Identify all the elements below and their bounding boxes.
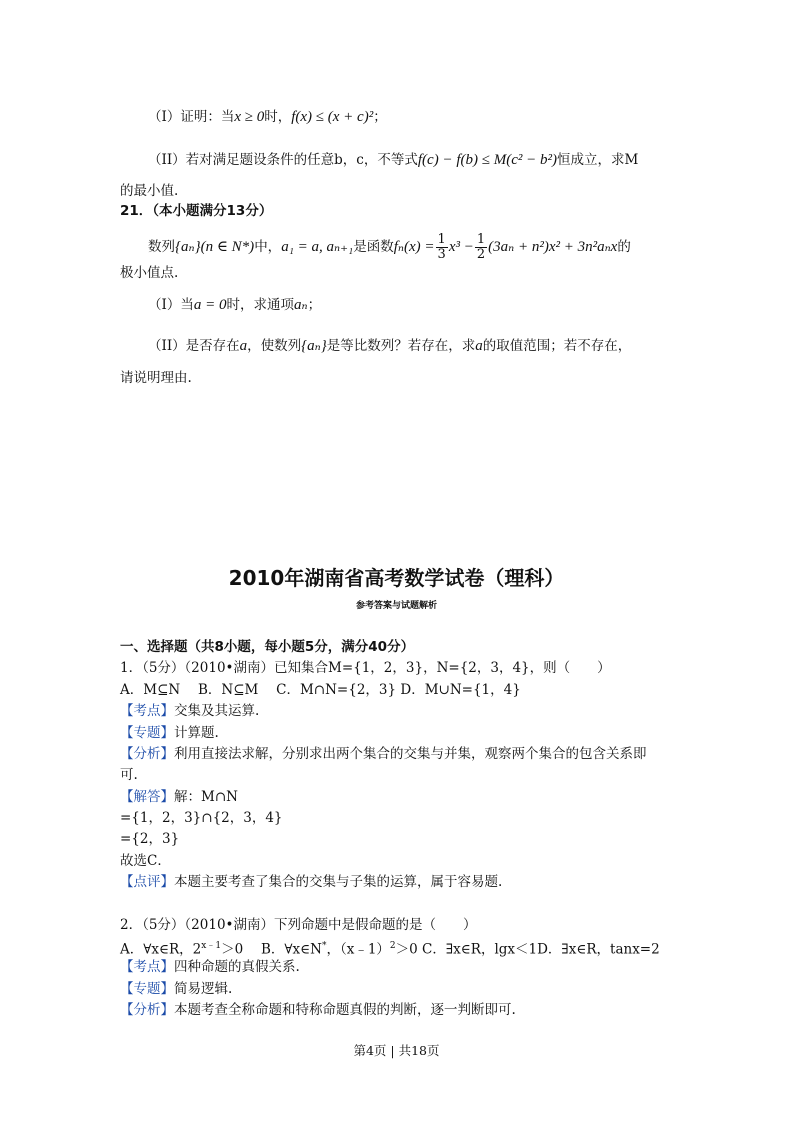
p1-jieda-text: 解：M∩N xyxy=(174,789,238,805)
p1-fenxi-line2: 可. xyxy=(120,767,138,783)
document-title: 2010年湖南省高考数学试卷（理科） xyxy=(228,566,565,590)
q20-part1-text: （I）证明：当 xyxy=(148,109,235,125)
p2-option-b: ＞0 B．∀x∈N xyxy=(221,941,322,958)
q21-part1-text: （I）当 xyxy=(148,297,194,313)
p1-kaodian-tag: 【考点】 xyxy=(120,703,174,719)
p2-options xyxy=(120,937,660,959)
q21-part1-var: aₙ xyxy=(293,297,308,313)
q20-part1-ineq: f(x) ≤ (x + c)² xyxy=(291,109,374,125)
q20-part2-ineq: f(c) − f(b) ≤ M(c² − b²) xyxy=(417,152,557,168)
p1-fenxi xyxy=(120,745,647,763)
q21-part1-text2: 时，求通项 xyxy=(226,297,294,313)
p2-option-c-sup: 2 xyxy=(389,941,396,951)
p2-zhuanti-tag: 【专题】 xyxy=(120,981,174,997)
p2-fenxi xyxy=(120,1001,516,1019)
p1-kaodian-text: 交集及其运算. xyxy=(174,703,260,719)
q21-part2-text: （II）是否存在 xyxy=(148,338,240,354)
p2-option-a: A．∀x∈R，2 xyxy=(120,941,202,958)
p1-fenxi-tag: 【分析】 xyxy=(120,746,174,762)
q21-frac1-num: 1 xyxy=(437,232,446,247)
q21-intro-text: 数列 xyxy=(148,239,175,255)
q21-part2-text3: 是等比数列？若存在，求 xyxy=(326,338,476,354)
q21-intro-line2: 极小值点. xyxy=(120,265,179,281)
q21-part2 xyxy=(148,337,631,355)
p1-jieda xyxy=(120,788,238,806)
p1-dianping-tag: 【点评】 xyxy=(120,874,174,890)
q21-intro-text3: 是函数 xyxy=(353,239,394,255)
p2-option-c: ，（x﹣1） xyxy=(326,941,390,958)
q21-part2-text2: ，使数列 xyxy=(247,338,302,354)
p2-kaodian xyxy=(120,958,300,976)
p2-zhuanti xyxy=(120,980,232,998)
p1-jieda-line2: ={1，2，3}∩{2，3，4} xyxy=(120,810,283,826)
q21-frac2-den: 2 xyxy=(476,247,486,262)
p1-zhuanti-text: 计算题. xyxy=(174,725,219,741)
q21-intro xyxy=(148,233,631,262)
q21-part1-end: ； xyxy=(307,297,322,313)
p2-zhuanti-text: 简易逻辑. xyxy=(174,981,233,997)
q20-part1-text2: 时， xyxy=(264,109,292,125)
p1-stem: 1．（5分）（2010•湖南）已知集合M={1，2，3}，N={2，3，4}，则（ ） xyxy=(120,660,611,676)
q21-func-mid: x³ − xyxy=(448,239,474,255)
p2-fenxi-text: 本题考查全称命题和特称命题真假的判断，逐一判断即可. xyxy=(174,1002,516,1018)
p1-options: A．M⊆N B．N⊆M C．M∩N={2，3} D．M∪N={1，4} xyxy=(120,682,521,698)
p2-option-a-sup: x﹣1 xyxy=(201,941,222,951)
p1-jieda-line3: ={2，3} xyxy=(120,831,180,847)
q21-intro-text2: 中， xyxy=(254,239,282,255)
p2-option-b-sup: * xyxy=(321,941,327,951)
q21-func-lhs: fₙ(x) = xyxy=(393,239,435,255)
q21-frac2-num: 1 xyxy=(476,232,486,247)
q21-part1-math: a = 0 xyxy=(193,297,227,313)
q21-cond: a₁ = a, aₙ₊₁ xyxy=(281,239,354,255)
q21-part2-var: a xyxy=(239,338,248,354)
p2-fenxi-tag: 【分析】 xyxy=(120,1002,174,1018)
q21-header: 21．（本小题满分13分） xyxy=(120,203,273,219)
q21-func-rest: (3aₙ + n²)x² + 3n²aₙx xyxy=(488,239,618,255)
q20-part1-end: ； xyxy=(373,109,387,125)
q21-frac1 xyxy=(436,233,448,262)
q20-part2-text2: 恒成立，求M xyxy=(556,152,639,168)
p1-zhuanti-tag: 【专题】 xyxy=(120,725,174,741)
section-heading: 一、选择题（共8小题，每小题5分，满分40分） xyxy=(120,639,415,655)
q20-part1-math: x ≥ 0 xyxy=(234,109,265,125)
q21-part2-text4: 的取值范围；若不存在， xyxy=(482,338,632,354)
q20-part2 xyxy=(148,151,638,169)
p1-dianping-text: 本题主要考查了集合的交集与子集的运算，属于容易题. xyxy=(174,874,503,890)
q21-intro-text4: 的 xyxy=(617,239,631,255)
q21-seq: {aₙ}(n ∈ N*) xyxy=(175,239,255,255)
q20-part1 xyxy=(148,108,387,126)
document-subtitle: 参考答案与试题解析 xyxy=(355,601,437,611)
p2-option-d: ＞0 C．∃x∈R，lgx＜1D．∃x∈R，tanx=2 xyxy=(395,941,660,958)
p2-stem: 2．（5分）（2010•湖南）下列命题中是假命题的是（ ） xyxy=(120,917,477,933)
p1-jieda-line4: 故选C． xyxy=(120,853,171,869)
q21-part2-var2: a xyxy=(475,338,483,354)
p2-kaodian-text: 四种命题的真假关系. xyxy=(174,959,300,975)
q20-part2-text: （II）若对满足题设条件的任意b，c，不等式 xyxy=(148,152,418,168)
p2-kaodian-tag: 【考点】 xyxy=(120,959,174,975)
p1-jieda-tag: 【解答】 xyxy=(120,789,174,805)
q21-frac1-den: 3 xyxy=(437,247,446,262)
q21-part2-line2: 请说明理由. xyxy=(120,370,192,386)
q21-frac2 xyxy=(475,233,487,262)
p1-fenxi-text: 利用直接法求解，分别求出两个集合的交集与并集，观察两个集合的包含关系即 xyxy=(174,746,647,762)
p1-kaodian xyxy=(120,702,259,720)
p1-dianping xyxy=(120,873,502,891)
q21-part2-seq: {aₙ} xyxy=(301,338,327,354)
q21-part1 xyxy=(148,296,321,314)
page-footer: 第4页 | 共18页 xyxy=(353,1043,440,1058)
q20-part2-line2: 的最小值. xyxy=(120,183,179,199)
p1-zhuanti xyxy=(120,724,219,742)
